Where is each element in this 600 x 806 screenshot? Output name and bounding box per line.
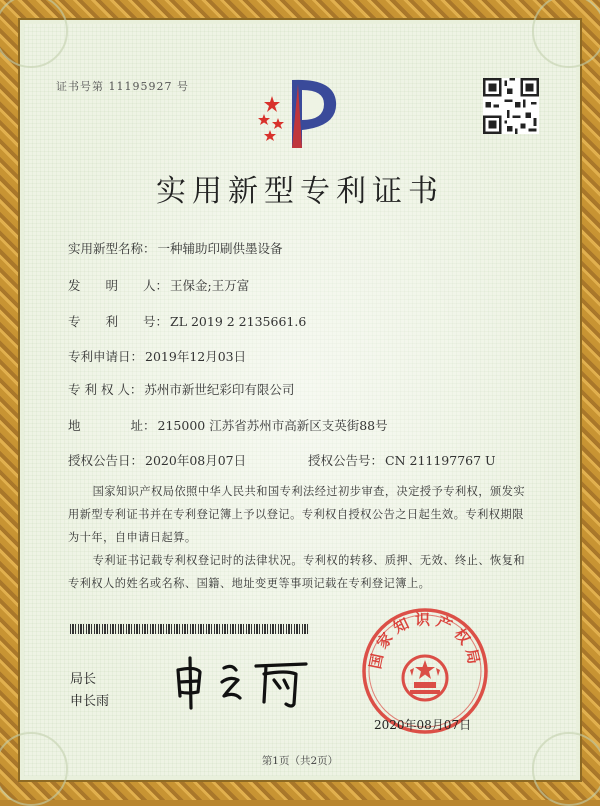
application-date-value: 2019年12月03日	[145, 349, 247, 364]
utility-model-name-row	[68, 239, 283, 257]
certificate-number-suffix: 号	[177, 80, 189, 93]
grant-date-label: 授权公告日：	[68, 453, 144, 468]
patent-number-value: ZL 2019 2 2135661.6	[170, 314, 307, 329]
application-date-label: 专利申请日：	[68, 349, 144, 364]
address-label: 地 址：	[68, 418, 156, 433]
certificate-number-value: 11195927	[108, 80, 173, 93]
grant-number-label: 授权公告号：	[308, 453, 384, 468]
page-number: 第1页（共2页）	[261, 755, 339, 767]
svg-text:国家知识产权局: 国家知识产权局	[366, 610, 484, 671]
grant-date-value: 2020年08月07日	[145, 453, 247, 468]
grant-statement-paragraph: 国家知识产权局依照中华人民共和国专利法经过初步审查，决定授予专利权，颁发实用新型专利证书并在专利登记簿上予以登记。专利权自授权公告之日起生效。专利权期限为十年，自申请日起算。	[68, 485, 526, 544]
grant-date-row	[68, 451, 246, 469]
utility-model-name-label: 实用新型名称：	[68, 241, 156, 256]
application-date-row	[68, 347, 246, 365]
patent-number-label: 专 利 号：	[68, 314, 169, 329]
director-signature	[166, 652, 316, 712]
certificate-number	[56, 78, 189, 94]
cnipa-logo-icon	[258, 72, 348, 152]
legal-status-paragraph: 专利证书记载专利权登记时的法律状况。专利权的转移、质押、无效、终止、恢复和专利权人的姓名或名称、国籍、地址变更等事项记载在专利登记簿上。	[68, 554, 526, 590]
address-value: 215000 江苏省苏州市高新区支英街88号	[157, 418, 388, 433]
patent-number-row	[68, 312, 306, 330]
grant-number-value: CN 211197767 U	[385, 453, 496, 468]
address-row	[68, 416, 388, 434]
inventor-value: 王保金;王万富	[170, 278, 250, 293]
utility-model-name-value: 一种辅助印刷供墨设备	[157, 241, 283, 256]
barcode	[70, 624, 310, 634]
director-name: 申长雨	[70, 694, 110, 709]
qr-code-icon	[483, 78, 539, 134]
inventor-row	[68, 276, 249, 294]
grant-number-row	[308, 451, 496, 469]
patentee-row	[68, 380, 294, 398]
director-title: 局长	[70, 672, 97, 687]
certificate-number-label: 证书号第	[56, 80, 104, 93]
inventor-label: 发 明 人：	[68, 278, 169, 293]
patentee-label: 专 利 权 人：	[68, 382, 143, 397]
patentee-value: 苏州市新世纪彩印有限公司	[144, 382, 295, 397]
certificate-title: 实用新型专利证书	[156, 174, 444, 209]
seal-date: 2020年08月07日	[374, 718, 472, 732]
